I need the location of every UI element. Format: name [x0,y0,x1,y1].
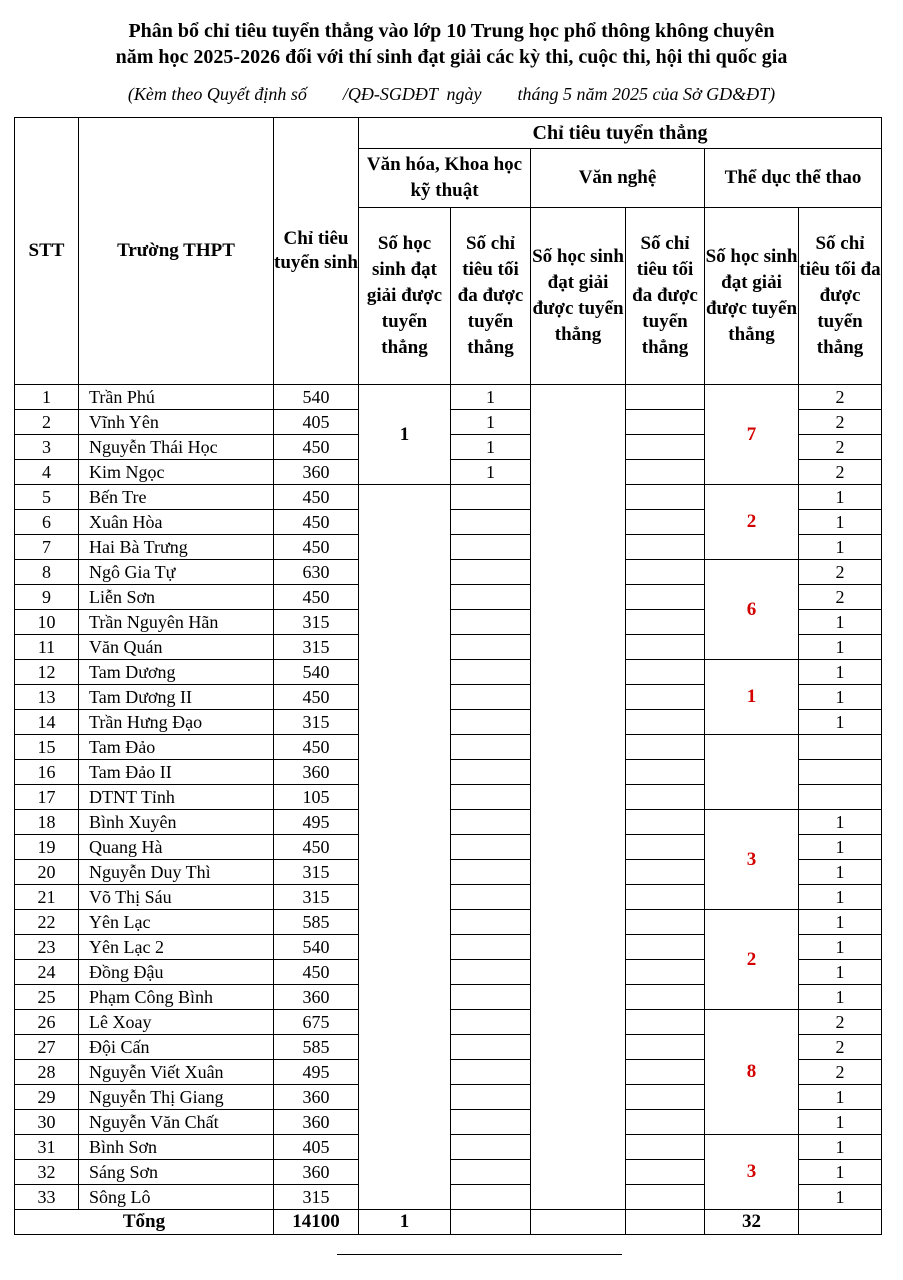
cell-sports-max: 1 [799,1185,882,1210]
cell-sports-students: 3 [705,1135,799,1210]
cell-quota: 585 [274,1035,359,1060]
cell-arts-max [626,660,705,685]
cell-quota: 495 [274,1060,359,1085]
cell-arts-max [626,510,705,535]
cell-quota: 450 [274,960,359,985]
cell-sports-max: 2 [799,560,882,585]
header-culture-students: Số học sinh đạt giải được tuyển thẳng [359,208,451,385]
cell-arts-max [626,610,705,635]
cell-quota: 540 [274,660,359,685]
cell-school: Nguyễn Văn Chất [79,1110,274,1135]
cell-school: Võ Thị Sáu [79,885,274,910]
cell-sports-students [705,735,799,810]
cell-school: Trần Hưng Đạo [79,710,274,735]
cell-school: Yên Lạc 2 [79,935,274,960]
cell-school: Sáng Sơn [79,1160,274,1185]
header-sports-students: Số học sinh đạt giải được tuyển thẳng [705,208,799,385]
total-row [15,1210,882,1235]
cell-arts-max [626,385,705,410]
cell-quota: 360 [274,985,359,1010]
cell-arts-max [626,1085,705,1110]
cell-arts-max [626,485,705,510]
total-sports-students: 32 [705,1210,799,1235]
cell-culture-max [451,960,531,985]
header-arts: Văn nghệ [531,149,705,208]
cell-sports-students: 8 [705,1010,799,1135]
cell-stt: 11 [15,635,79,660]
cell-quota: 630 [274,560,359,585]
footer-divider [337,1254,622,1255]
cell-quota: 450 [274,585,359,610]
cell-sports-max: 2 [799,585,882,610]
cell-culture-max [451,760,531,785]
cell-school: Kim Ngọc [79,460,274,485]
cell-school: Lê Xoay [79,1010,274,1035]
cell-arts-students [531,385,626,1210]
cell-arts-max [626,1035,705,1060]
cell-stt: 32 [15,1160,79,1185]
cell-stt: 20 [15,860,79,885]
cell-school: Phạm Công Bình [79,985,274,1010]
cell-sports-max: 1 [799,835,882,860]
document-title-line-2: năm học 2025-2026 đối với thí sinh đạt giải các kỳ thi, cuộc thi, hội thi quốc gia [115,46,788,68]
cell-stt: 31 [15,1135,79,1160]
cell-quota: 450 [274,485,359,510]
cell-school: Quang Hà [79,835,274,860]
total-culture-students: 1 [359,1210,451,1235]
cell-stt: 27 [15,1035,79,1060]
cell-arts-max [626,935,705,960]
cell-stt: 8 [15,560,79,585]
cell-sports-students: 2 [705,485,799,560]
cell-culture-max [451,735,531,760]
cell-quota: 105 [274,785,359,810]
cell-quota: 315 [274,860,359,885]
header-stt: STT [15,118,79,385]
cell-arts-max [626,885,705,910]
cell-school: Bến Tre [79,485,274,510]
cell-arts-max [626,1185,705,1210]
cell-sports-max: 1 [799,960,882,985]
cell-arts-max [626,860,705,885]
cell-culture-max [451,985,531,1010]
cell-arts-max [626,635,705,660]
cell-sports-max: 2 [799,435,882,460]
cell-stt: 9 [15,585,79,610]
cell-stt: 5 [15,485,79,510]
cell-stt: 13 [15,685,79,710]
cell-quota: 360 [274,1110,359,1135]
cell-stt: 16 [15,760,79,785]
cell-culture-max [451,1160,531,1185]
header-school: Trường THPT [79,118,274,385]
cell-sports-max: 1 [799,535,882,560]
cell-sports-max: 1 [799,885,882,910]
cell-arts-max [626,810,705,835]
cell-culture-students: 1 [359,385,451,485]
cell-culture-max [451,1085,531,1110]
cell-quota: 450 [274,510,359,535]
cell-culture-max [451,535,531,560]
cell-quota: 315 [274,610,359,635]
cell-culture-max [451,685,531,710]
cell-school: Yên Lạc [79,910,274,935]
cell-quota: 675 [274,1010,359,1035]
cell-school: Sông Lô [79,1185,274,1210]
cell-quota: 540 [274,935,359,960]
cell-stt: 15 [15,735,79,760]
cell-arts-max [626,1135,705,1160]
cell-sports-max: 1 [799,1085,882,1110]
cell-arts-max [626,710,705,735]
cell-quota: 450 [274,685,359,710]
cell-school: Đồng Đậu [79,960,274,985]
cell-quota: 540 [274,385,359,410]
cell-school: Trần Phú [79,385,274,410]
cell-school: Ngô Gia Tự [79,560,274,585]
cell-stt: 21 [15,885,79,910]
cell-arts-max [626,685,705,710]
cell-quota: 315 [274,1185,359,1210]
cell-school: Vĩnh Yên [79,410,274,435]
cell-school: Văn Quán [79,635,274,660]
cell-culture-max [451,860,531,885]
cell-school: Liễn Sơn [79,585,274,610]
cell-arts-max [626,835,705,860]
cell-school: Tam Đảo II [79,760,274,785]
cell-arts-max [626,560,705,585]
cell-culture-max [451,935,531,960]
cell-culture-max: 1 [451,410,531,435]
header-sports: Thể dục thể thao [705,149,882,208]
cell-arts-max [626,1010,705,1035]
cell-sports-max: 1 [799,685,882,710]
cell-stt: 6 [15,510,79,535]
cell-arts-max [626,410,705,435]
total-culture-max [451,1210,531,1235]
cell-school: Tam Dương [79,660,274,685]
cell-culture-max [451,610,531,635]
cell-school: Trần Nguyên Hãn [79,610,274,635]
cell-sports-max: 1 [799,485,882,510]
cell-sports-max: 1 [799,985,882,1010]
cell-sports-max: 2 [799,385,882,410]
cell-school: Tam Dương II [79,685,274,710]
cell-stt: 17 [15,785,79,810]
cell-quota: 315 [274,885,359,910]
cell-stt: 3 [15,435,79,460]
cell-sports-max: 2 [799,1035,882,1060]
total-label: Tổng [15,1210,274,1235]
cell-quota: 315 [274,635,359,660]
cell-arts-max [626,585,705,610]
cell-arts-max [626,1060,705,1085]
total-quota: 14100 [274,1210,359,1235]
cell-arts-max [626,960,705,985]
cell-culture-max [451,485,531,510]
cell-culture-max [451,1135,531,1160]
cell-stt: 28 [15,1060,79,1085]
cell-culture-max [451,585,531,610]
cell-school: Nguyễn Viết Xuân [79,1060,274,1085]
cell-school: DTNT Tỉnh [79,785,274,810]
table-body [15,385,882,1210]
cell-quota: 360 [274,460,359,485]
cell-sports-max: 1 [799,860,882,885]
cell-quota: 495 [274,810,359,835]
cell-quota: 450 [274,835,359,860]
cell-culture-max [451,710,531,735]
cell-sports-max: 1 [799,710,882,735]
cell-stt: 1 [15,385,79,410]
cell-culture-max [451,660,531,685]
header-direct-admission: Chỉ tiêu tuyển thẳng [359,118,882,149]
cell-arts-max [626,785,705,810]
cell-arts-max [626,760,705,785]
cell-school: Xuân Hòa [79,510,274,535]
cell-sports-max: 1 [799,635,882,660]
cell-arts-max [626,535,705,560]
cell-quota: 405 [274,1135,359,1160]
cell-culture-max [451,635,531,660]
cell-sports-max: 2 [799,410,882,435]
cell-school: Nguyễn Thị Giang [79,1085,274,1110]
cell-culture-max [451,1185,531,1210]
cell-sports-max: 1 [799,510,882,535]
cell-culture-max [451,1110,531,1135]
total-sports-max [799,1210,882,1235]
cell-culture-max [451,1010,531,1035]
cell-sports-max: 2 [799,1060,882,1085]
cell-sports-max [799,785,882,810]
cell-sports-students: 2 [705,910,799,1010]
cell-stt: 10 [15,610,79,635]
cell-stt: 18 [15,810,79,835]
document-subtitle: (Kèm theo Quyết định số /QĐ-SGDĐT ngày tháng 5 năm 2025 của Sở GD&ĐT) [127,84,776,104]
header-sports-max: Số chỉ tiêu tối đa được tuyển thẳng [799,208,882,385]
cell-quota: 450 [274,435,359,460]
header-quota: Chỉ tiêu tuyển sinh [274,118,359,385]
cell-sports-max [799,760,882,785]
document-title-line-1: Phân bổ chỉ tiêu tuyển thẳng vào lớp 10 Trung học phổ thông không chuyên [128,20,775,42]
cell-sports-students: 7 [705,385,799,485]
table-row [15,485,882,510]
cell-school: Bình Xuyên [79,810,274,835]
cell-school: Tam Đảo [79,735,274,760]
cell-quota: 585 [274,910,359,935]
cell-culture-max [451,835,531,860]
header-arts-students: Số học sinh đạt giải được tuyển thẳng [531,208,626,385]
cell-quota: 450 [274,535,359,560]
total-arts-students [531,1210,626,1235]
cell-culture-max: 1 [451,460,531,485]
cell-sports-students: 1 [705,660,799,735]
cell-sports-max: 1 [799,1160,882,1185]
cell-school: Nguyễn Thái Học [79,435,274,460]
cell-arts-max [626,910,705,935]
cell-quota: 360 [274,1085,359,1110]
cell-culture-max [451,1035,531,1060]
cell-sports-max [799,735,882,760]
cell-sports-max: 1 [799,935,882,960]
cell-stt: 24 [15,960,79,985]
cell-stt: 29 [15,1085,79,1110]
header-culture: Văn hóa, Khoa học kỹ thuật [359,149,531,208]
cell-culture-max [451,810,531,835]
cell-quota: 405 [274,410,359,435]
cell-arts-max [626,1160,705,1185]
cell-sports-max: 2 [799,460,882,485]
cell-school: Nguyễn Duy Thì [79,860,274,885]
cell-sports-max: 1 [799,610,882,635]
cell-quota: 450 [274,735,359,760]
cell-sports-max: 1 [799,810,882,835]
cell-culture-max: 1 [451,435,531,460]
cell-sports-max: 1 [799,1110,882,1135]
cell-stt: 19 [15,835,79,860]
cell-quota: 360 [274,760,359,785]
cell-school: Đội Cấn [79,1035,274,1060]
cell-sports-max: 1 [799,660,882,685]
cell-sports-max: 2 [799,1010,882,1035]
cell-culture-students [359,485,451,1210]
cell-stt: 4 [15,460,79,485]
cell-arts-max [626,735,705,760]
quota-table [14,117,882,1235]
header-arts-max: Số chỉ tiêu tối đa được tuyển thẳng [626,208,705,385]
table-row [15,385,882,410]
cell-culture-max [451,885,531,910]
cell-arts-max [626,435,705,460]
cell-stt: 7 [15,535,79,560]
cell-culture-max [451,1060,531,1085]
cell-stt: 12 [15,660,79,685]
cell-culture-max: 1 [451,385,531,410]
cell-stt: 30 [15,1110,79,1135]
cell-sports-students: 6 [705,560,799,660]
cell-sports-students: 3 [705,810,799,910]
cell-quota: 315 [274,710,359,735]
cell-quota: 360 [274,1160,359,1185]
cell-culture-max [451,785,531,810]
cell-sports-max: 1 [799,910,882,935]
cell-stt: 25 [15,985,79,1010]
cell-stt: 22 [15,910,79,935]
cell-culture-max [451,910,531,935]
cell-stt: 26 [15,1010,79,1035]
cell-stt: 33 [15,1185,79,1210]
cell-arts-max [626,460,705,485]
cell-arts-max [626,1110,705,1135]
cell-stt: 23 [15,935,79,960]
cell-school: Bình Sơn [79,1135,274,1160]
cell-arts-max [626,985,705,1010]
cell-stt: 14 [15,710,79,735]
cell-school: Hai Bà Trưng [79,535,274,560]
header-culture-max: Số chỉ tiêu tối đa được tuyển thẳng [451,208,531,385]
total-arts-max [626,1210,705,1235]
cell-stt: 2 [15,410,79,435]
cell-culture-max [451,560,531,585]
cell-sports-max: 1 [799,1135,882,1160]
cell-culture-max [451,510,531,535]
